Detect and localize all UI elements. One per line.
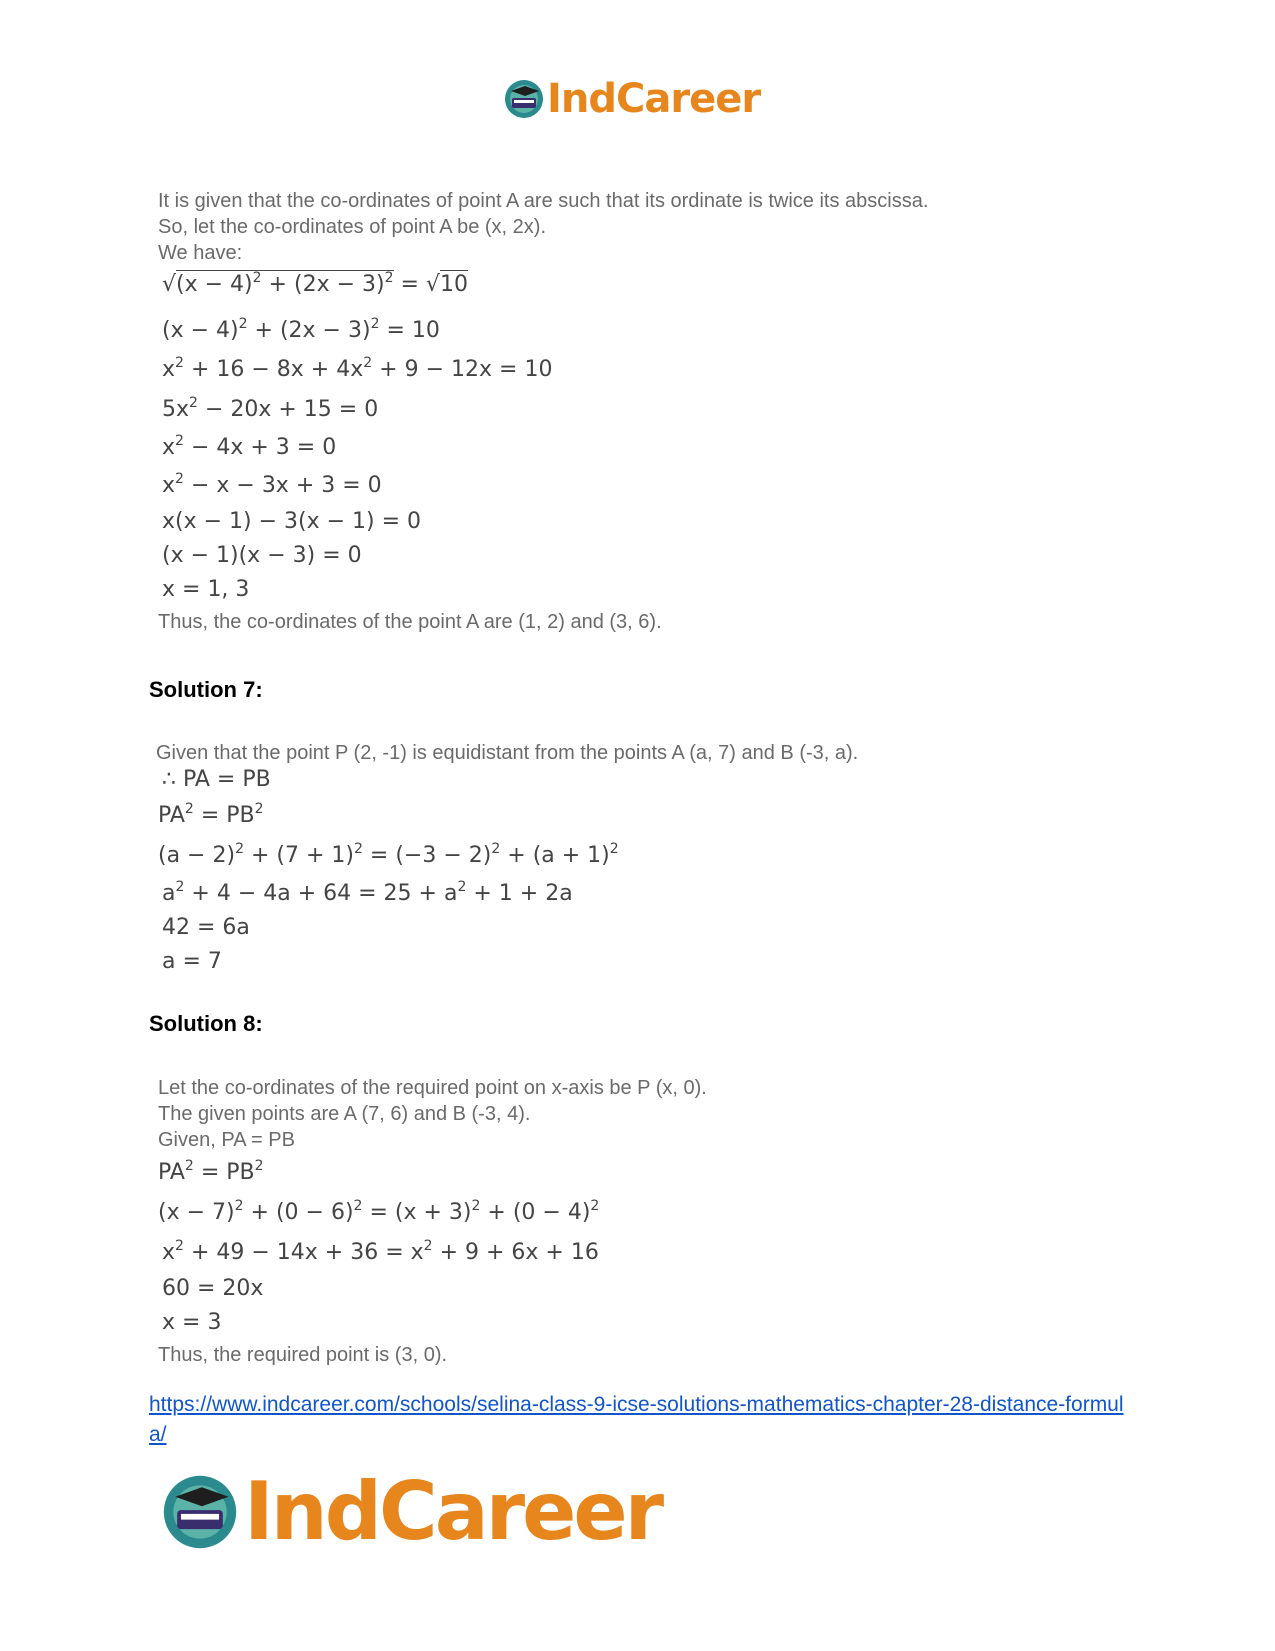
solution7-heading: Solution 7: xyxy=(149,677,263,702)
paragraph-line: It is given that the co-ordinates of point A are such that its ordinate is twice its abscissa. xyxy=(158,190,929,212)
equation: $a^2 + 4 - 4a + 64 = 25 + a^2 + 1 + 2a$ xyxy=(162,879,573,906)
equation: $PA^2 = PB^2$ xyxy=(158,1158,264,1185)
equation: ∴ PA = PB xyxy=(162,767,271,792)
equation: $√(x - 4)^2 + (2x - 3)^2 = √10$ xyxy=(162,270,468,297)
solution7-intro: Given that the point P (2, -1) is equidistant from the points A (a, 7) and B (-3, a). xyxy=(156,742,859,764)
equation: $PA^2 = PB^2$ xyxy=(158,801,264,828)
equation: 60 = 20x xyxy=(162,1276,264,1301)
equation: $5x^2 - 20x + 15 = 0$ xyxy=(162,395,379,422)
logo-text: IndCareer xyxy=(244,1465,662,1558)
logo-top xyxy=(503,76,760,122)
solution8-conclusion: Thus, the required point is (3, 0). xyxy=(158,1344,448,1366)
paragraph-line: We have: xyxy=(158,242,243,264)
solution8-intro xyxy=(158,1075,707,1153)
solution6-intro xyxy=(158,188,928,266)
paragraph-line: So, let the co-ordinates of point A be (x, 2x). xyxy=(158,216,546,238)
equation: x = 1, 3 xyxy=(162,577,250,602)
equation: $x^2 + 49 - 14x + 36 = x^2 + 9 + 6x + 16$ xyxy=(162,1238,599,1265)
paragraph-line: Given, PA = PB xyxy=(158,1129,295,1151)
solution6-conclusion: Thus, the co-ordinates of the point A are (1, 2) and (3, 6). xyxy=(158,611,662,633)
graduation-book-icon xyxy=(503,78,545,120)
graduation-book-icon xyxy=(160,1472,240,1552)
equation: x = 3 xyxy=(162,1310,222,1335)
paragraph-line: The given points are A (7, 6) and B (-3, 4). xyxy=(158,1103,531,1125)
equation: $x^2 - x - 3x + 3 = 0$ xyxy=(162,471,382,498)
equation: $(x - 7)^2 + (0 - 6)^2 = (x + 3)^2 + (0 - 4)^2$ xyxy=(158,1198,600,1225)
equation: $x^2 - 4x + 3 = 0$ xyxy=(162,433,337,460)
equation: $(x - 4)^2 + (2x - 3)^2 = 10$ xyxy=(162,316,440,343)
equation: 42 = 6a xyxy=(162,915,250,940)
equation: (x − 1)(x − 3) = 0 xyxy=(162,543,362,568)
equation: $x^2 + 16 - 8x + 4x^2 + 9 - 12x = 10$ xyxy=(162,355,553,382)
solution8-heading: Solution 8: xyxy=(149,1011,263,1036)
logo-text: IndCareer xyxy=(547,76,761,122)
equation: $(a - 2)^2 + (7 + 1)^2 = (-3 - 2)^2 + (a + 1)^2$ xyxy=(158,841,619,868)
source-link[interactable]: https://www.indcareer.com/schools/selina-class-9-icse-solutions-mathematics-chapter-28-distance-formula/ xyxy=(149,1393,1124,1446)
logo-bottom xyxy=(160,1465,661,1558)
equation: a = 7 xyxy=(162,949,222,974)
equation: x(x − 1) − 3(x − 1) = 0 xyxy=(162,509,422,534)
paragraph-line: Let the co-ordinates of the required point on x-axis be P (x, 0). xyxy=(158,1077,707,1099)
